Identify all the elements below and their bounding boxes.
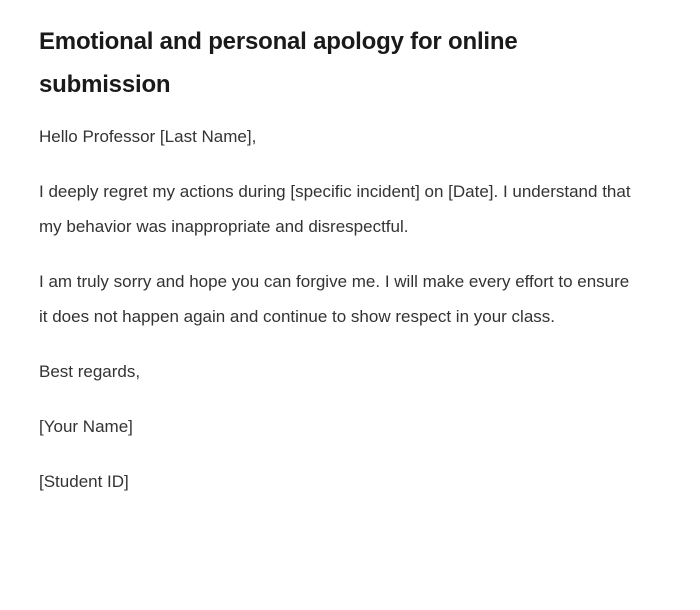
student-id-placeholder: [Student ID] (39, 472, 129, 491)
your-name-placeholder: [Your Name] (39, 417, 133, 436)
signoff-paragraph: Best regards, (39, 362, 141, 381)
body-paragraph-forgiveness: I am truly sorry and hope you can forgive me. I will make every effort to ensure it does not happen again and continue to show respect in your class. (39, 272, 630, 326)
greeting-paragraph: Hello Professor [Last Name], (39, 127, 257, 146)
body-paragraph-regret: I deeply regret my actions during [specific incident] on [Date]. I understand that my behavior was inappropriate and disrespectful. (39, 182, 631, 236)
article-heading: Emotional and personal apology for online submission (39, 28, 518, 98)
